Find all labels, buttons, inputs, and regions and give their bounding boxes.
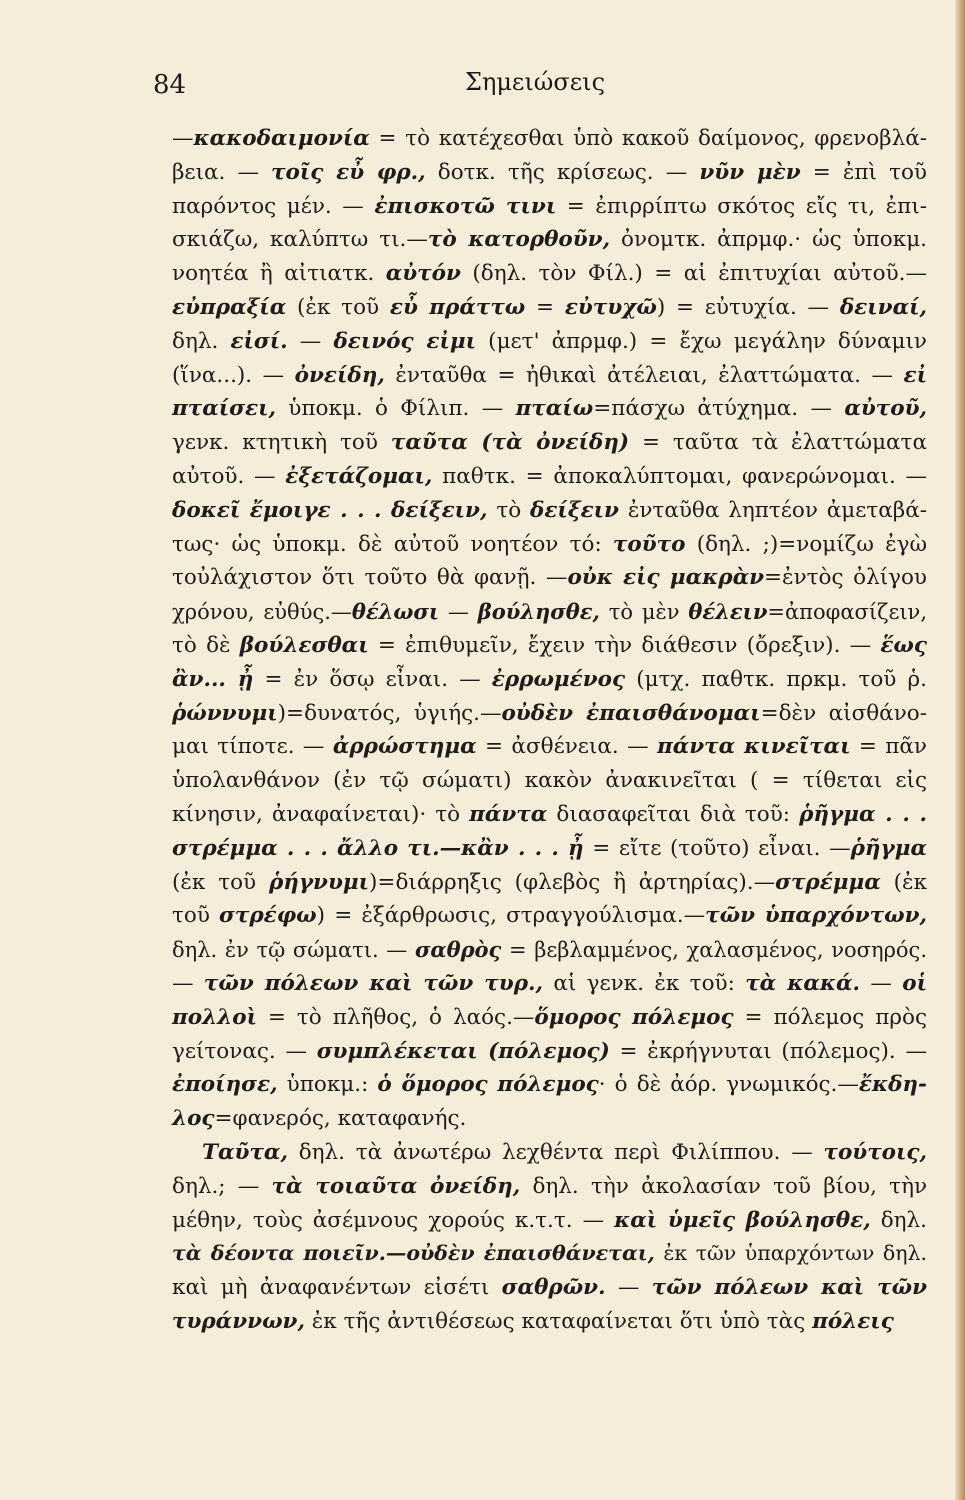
text-run: — — [439, 600, 478, 625]
text-run: ) = εὐτυχία. — — [656, 294, 840, 320]
bold-term: ῥῆγμα . . . — [799, 801, 927, 827]
bold-term: ἐξετάζομαι, — [285, 463, 433, 489]
text-line — [172, 1068, 927, 1102]
bold-term: στρέμμα . . . ἄλλο τι.—κἂν . . . ᾖ — [172, 835, 584, 861]
text-run: = ἐπιρρίπτω σκότος εἴς τι, ἐπι- — [556, 193, 928, 219]
bold-term: πόλεις — [812, 1308, 894, 1334]
bold-term: πταίω — [515, 396, 594, 422]
bold-term: εἰσί. — [230, 328, 288, 354]
notes-text — [172, 122, 927, 1339]
bold-term: ὅμορος πόλεμος — [534, 1004, 734, 1030]
text-line — [172, 697, 927, 731]
bold-term: ῥώννυμι — [172, 700, 278, 726]
text-line — [172, 798, 927, 832]
bold-term: δοκεῖ ἔμοιγε . . . δείξειν, — [172, 497, 488, 523]
text-run: (δηλ. τὸν Φίλ.) = αἱ ἐπιτυχίαι αὐτοῦ.— — [460, 261, 927, 287]
text-run: τοὐλάχιστον ὅτι τοῦτο θὰ φανῇ. — — [172, 565, 568, 591]
text-line — [172, 460, 927, 494]
text-line — [172, 967, 927, 1001]
text-line — [172, 528, 927, 562]
text-run: = τὸ κατέχεσθαι ὑπὸ κακοῦ δαίμονος, φρενοβλά- — [369, 126, 927, 151]
text-run: κίνησιν, ἀναφαίνεται)· τὸ — [172, 801, 470, 827]
text-run: )=διάρρηξις (φλεβὸς ἢ ἀρτηρίας).— — [369, 869, 776, 895]
text-line — [172, 1170, 927, 1204]
text-run: αὐτοῦ. — — [172, 463, 286, 489]
text-line — [172, 1035, 927, 1069]
text-run: δηλ. — [870, 1207, 927, 1233]
text-run: τὸ δὲ — [172, 632, 240, 658]
bold-term: εὐπραξία — [172, 294, 287, 320]
bold-term: πάντα — [469, 801, 548, 827]
bold-term: σαθρὸς — [414, 937, 502, 963]
bold-term: στρέμμα — [775, 869, 881, 895]
text-run: καὶ μὴ ἀναφανέντων εἰσέτι — [172, 1275, 502, 1301]
bold-term: στρέφω — [219, 903, 317, 929]
text-run: αἱ γενκ. ἐκ τοῦ: — [542, 970, 746, 996]
bold-term: τὰ τοιαῦτα ὀνείδη, — [271, 1173, 521, 1199]
text-run: ὑποκμ. ὁ Φίλιπ. — — [275, 396, 516, 422]
text-run: = βεβλαμμένος, χαλασμένος, νοσηρός. — [501, 938, 927, 963]
text-run: ὑπολανθάνον (ἐν τῷ σώματι) κακὸν ἀνακινεῖται ( = τίθεται εἰς — [172, 768, 927, 794]
text-run: (ἐκ τοῦ — [172, 869, 269, 895]
bold-term: ἔκδη- — [858, 1072, 927, 1098]
text-run: δηλ. τὰ ἀνωτέρω λεχθέντα περὶ Φιλίππου. — — [287, 1139, 824, 1165]
text-line — [172, 1271, 927, 1305]
bold-term: θέλειν — [688, 599, 768, 625]
text-line — [172, 730, 927, 764]
bold-term: ῥῆγμα — [850, 835, 927, 861]
bold-term: τῶν πόλεων καὶ τῶν — [651, 1275, 928, 1301]
text-line — [172, 156, 927, 190]
text-line — [172, 899, 927, 933]
text-run: = ἐπὶ τοῦ — [800, 159, 927, 185]
text-run: χρόνου, εὐθύς.— — [172, 600, 352, 625]
bold-term: οὐκ εἰς μακρὰν — [567, 565, 765, 591]
bold-term: νῦν μὲν — [699, 159, 801, 185]
text-run: — — [287, 328, 334, 354]
bold-term: τὸ κατορθοῦν, — [427, 227, 611, 253]
bold-term: ἕως — [880, 632, 927, 658]
text-run: ἐνταῦθα = ἠθικαὶ ἀτέλειαι, ἐλαττώματα. — — [384, 362, 904, 388]
text-line — [172, 257, 927, 291]
text-line — [172, 190, 927, 224]
bold-term: ταῦτα (τὰ ὀνείδη) — [390, 430, 630, 456]
text-run: δηλ. ἐν τῷ σώματι. — — [172, 938, 415, 963]
text-run: βεια. — — [172, 159, 272, 185]
text-run: τὸ — [487, 497, 531, 523]
text-run: = ταῦτα τὰ ἐλαττώματα — [629, 430, 927, 456]
bold-term: λος — [172, 1106, 215, 1132]
text-line — [172, 494, 927, 528]
bold-term: ῥήγνυμι — [268, 869, 370, 895]
bold-term: δεινός εἰμι — [333, 328, 477, 354]
text-run: (ἐκ τοῦ — [286, 294, 390, 320]
bold-term: πάντα κινεῖται — [656, 734, 851, 760]
text-run: (μτχ. παθτκ. πρκμ. τοῦ ῥ. — [625, 666, 927, 692]
text-run: σκιάζω, καλύπτω τι.— — [172, 227, 428, 253]
bold-term: αὐτόν — [385, 261, 461, 287]
bold-term: ὀνείδη, — [294, 362, 385, 388]
text-run: — — [605, 1275, 652, 1301]
bold-term: ἐποίησε, — [172, 1072, 278, 1098]
text-run: ὀνομτκ. ἀπρμφ.· ὡς ὑποκμ. — [610, 227, 928, 253]
bold-term: ἀρρώστημα — [332, 734, 477, 760]
text-run: = ἐν ὅσῳ εἶναι. — — [253, 666, 492, 692]
text-run: =δὲν αἰσθάνο- — [760, 700, 927, 726]
text-run: = πᾶν — [850, 734, 927, 760]
text-run: δηλ. τὴν ἀκολασίαν τοῦ βίου, τὴν — [520, 1173, 928, 1199]
bold-term: ὁ ὅμορος πόλεμος — [377, 1072, 599, 1098]
bold-term: πολλοὶ — [172, 1004, 257, 1030]
text-run: τοῦ — [172, 903, 220, 929]
bold-term: πταίσει, — [172, 396, 276, 422]
text-run: )=δυνατός, ὑγιής.— — [277, 700, 502, 726]
page-number: 84 — [153, 70, 187, 100]
bold-term: τῶν ὑπαρχόντων, — [705, 903, 928, 929]
text-run: — — [172, 970, 204, 996]
text-run: ἐκ τῶν ὑπαρχόντων δηλ. — [654, 1241, 928, 1266]
bold-term: ἐρρωμένος — [491, 666, 626, 692]
bold-term: ἐπισκοτῶ τινι — [374, 193, 557, 219]
text-line — [172, 426, 927, 460]
text-line — [172, 1305, 927, 1339]
bold-term: συμπλέκεται (πόλεμος) — [316, 1038, 610, 1064]
text-line — [172, 1001, 927, 1035]
bold-term: οὐδὲν ἐπαισθάνομαι — [501, 700, 761, 726]
text-line — [172, 933, 927, 967]
text-line — [172, 223, 927, 257]
text-run: δοτκ. τῆς κρίσεως. — — [425, 159, 700, 185]
text-run: =πάσχω ἀτύχημα. — — [593, 396, 845, 422]
bold-term: κακοδαιμονία — [193, 126, 370, 151]
text-run: — — [860, 970, 903, 996]
page-header — [145, 60, 925, 100]
text-run: ἐνταῦθα ληπτέον ἀμεταβά- — [618, 497, 928, 523]
text-line — [172, 122, 927, 156]
bold-term: τὰ δέοντα ποιεῖν.—οὐδὲν ἐπαισθάνεται, — [172, 1241, 655, 1266]
bold-term: δείξειν — [530, 497, 619, 523]
text-line — [172, 832, 927, 866]
bold-term: βούλεσθαι — [239, 632, 369, 658]
bold-term: τὰ κακά. — [745, 970, 861, 996]
text-line — [172, 595, 927, 629]
text-line — [172, 629, 927, 663]
text-line — [172, 359, 927, 393]
bold-term: σαθρῶν. — [501, 1275, 606, 1301]
bold-term: τοῖς εὖ φρ., — [271, 159, 426, 185]
text-run: ὑποκμ.: — [277, 1072, 378, 1098]
text-run: = τὸ πλῆθος, ὁ λαός.— — [256, 1004, 535, 1030]
bold-term: αὐτοῦ, — [844, 396, 927, 422]
bold-term: Ταῦτα, — [202, 1139, 288, 1165]
text-run: (ἵνα...). — — [172, 362, 295, 388]
text-run: (ἐκ — [880, 869, 928, 895]
bold-term: τυράννων, — [172, 1308, 305, 1334]
text-line — [172, 561, 927, 595]
bold-term: εὐτυχῶ — [564, 294, 657, 320]
bold-term: θέλωσι — [351, 599, 440, 625]
bold-term: εἰ — [903, 362, 927, 388]
text-run: =ἀποφασίζειν, — [767, 600, 928, 625]
text-run: ) = ἐξάρθρωσις, στραγγούλισμα.— — [316, 903, 706, 929]
text-line — [172, 764, 927, 798]
text-run: παθτκ. = ἀποκαλύπτομαι, φανερώνομαι. — — [432, 463, 928, 489]
text-line — [172, 1102, 927, 1136]
text-run: — — [172, 126, 194, 151]
text-run: = εἴτε (τοῦτο) εἶναι. — — [583, 835, 851, 861]
text-line — [172, 392, 927, 426]
bold-term: εὖ πράττω — [389, 294, 526, 320]
running-head: Σημειώσεις — [464, 68, 606, 96]
text-run: δηλ. — [172, 328, 231, 354]
page-edge — [955, 0, 965, 1500]
text-run: τὸ μὲν — [599, 600, 689, 625]
text-run: = πόλεμος πρὸς — [733, 1004, 927, 1030]
text-run: = — [525, 294, 565, 320]
bold-term: οἱ — [902, 970, 927, 996]
text-run: = ἀσθένεια. — — [476, 734, 657, 760]
text-run: γείτονας. — — [172, 1038, 317, 1064]
text-line — [172, 1237, 927, 1271]
text-run: =φανερός, καταφανής. — [214, 1106, 467, 1132]
text-run: (μετ' ἀπρμφ.) = ἔχω μεγάλην δύναμιν — [476, 328, 927, 354]
bold-term: τῶν πόλεων καὶ τῶν τυρ., — [203, 970, 543, 996]
text-line — [172, 1204, 927, 1238]
bold-term: ἂν... ᾖ — [172, 666, 254, 692]
text-run: μαι τίποτε. — — [172, 734, 333, 760]
text-run: νοητέα ἢ αἰτιατκ. — [172, 261, 386, 287]
text-line — [172, 291, 927, 325]
bold-term: βούλησθε, — [477, 599, 600, 625]
text-run: γενκ. κτητικὴ τοῦ — [172, 430, 391, 456]
text-run: = ἐκρήγνυται (πόλεμος). — — [609, 1038, 927, 1064]
bold-term: τοῦτο — [612, 531, 686, 557]
text-run: · ὁ δὲ ἀόρ. γνωμικός.— — [598, 1072, 859, 1098]
text-line — [172, 1136, 927, 1170]
bold-term: δειναί, — [839, 294, 928, 320]
bold-term: καὶ ὑμεῖς βούλησθε, — [614, 1207, 871, 1233]
text-run: ἐκ τῆς ἀντιθέσεως καταφαίνεται ὅτι ὑπὸ τὰς — [304, 1308, 813, 1334]
text-run: =ἐντὸς ὀλίγου — [764, 565, 927, 591]
text-run: μέθην, τοὺς ἀσέμνους χορούς κ.τ.τ. — — [172, 1207, 615, 1233]
text-run: = ἐπιθυμεῖν, ἔχειν τὴν διάθεσιν (ὄρεξιν). — — [368, 632, 881, 658]
text-run: παρόντος μέν. — — [172, 193, 375, 219]
text-line — [172, 866, 927, 900]
text-line — [172, 663, 927, 697]
text-run: διασαφεῖται διὰ τοῦ: — [547, 801, 800, 827]
text-run: τως· ὡς ὑποκμ. δὲ αὐτοῦ νοητέον τό: — [172, 531, 613, 557]
bold-term: τούτοις, — [823, 1139, 927, 1165]
text-line — [172, 325, 927, 359]
text-run: δηλ.; — — [172, 1173, 272, 1199]
text-run: (δηλ. ;)=νομίζω ἐγὼ — [685, 531, 928, 557]
